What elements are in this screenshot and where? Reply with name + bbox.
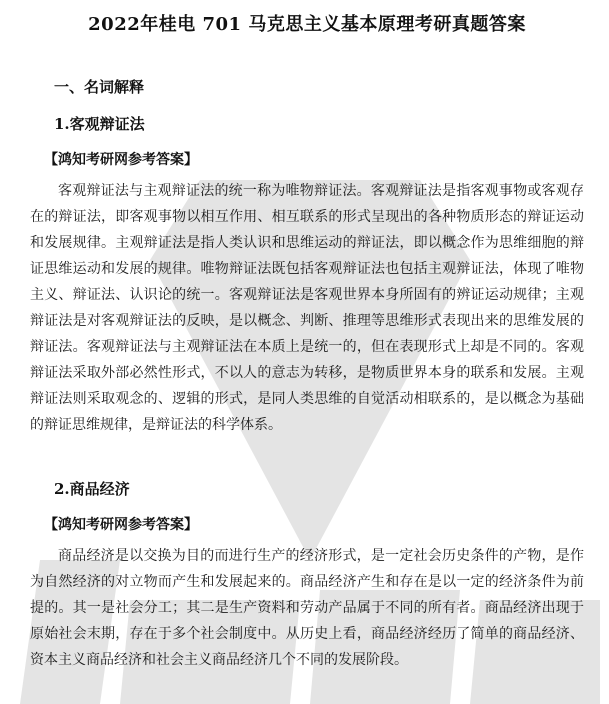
term-heading-1: 1.客观辩证法 [54,115,145,133]
answer-tag-2: 【鸿知考研网参考答案】 [44,517,198,533]
section-spacer [30,438,584,478]
answer-paragraph-1: 客观辩证法与主观辩证法的统一称为唯物辩证法。客观辩证法是指客观事物或客观存在的辩证法，即客观事物以相互作用、相互联系的形式呈现出的各种物质形态的辩证运动和发展规律。主观辩证法是指人类认识和思维运动的辩证法，即以概念作为思维细胞的辩证思维运动和发展的规律。唯物辩证法既包括客观辩证法也包括主观辩证法，体现了唯物主义、辩证法、认识论的统一。客观辩证法是客观世界本身所固有的辨证运动规律；主观辩证法是对客观辩证法的反映，是以概念、判断、推理等思维形式表现出来的思维发展的辩证法。客观辩证法与主观辩证法在本质上是统一的，但在表现形式上却是不同的。客观辩证法采取外部必然性形式，不以人的意志为转移，是物质世界本身的联系和发展。主观辩证法则采取观念的、逻辑的形式，是同人类思维的自觉活动相联系的，是以概念为基础的辩证思维规律，是辩证法的科学体系。 [30,183,584,433]
term-heading-2: 2.商品经济 [54,480,130,498]
document-title: 2022年桂电 701 马克思主义基本原理考研真题答案 [88,14,526,35]
section-heading: 一、名词解释 [54,78,145,96]
answer-paragraph-2: 商品经济是以交换为目的而进行生产的经济形式，是一定社会历史条件的产物，是作为自然经济的对立物而产生和发展起来的。商品经济产生和存在是以一定的经济条件为前提的。其一是社会分工；其二是生产资料和劳动产品属于不同的所有者。商品经济出现于原始社会末期，存在于多个社会制度中。从历史上看，商品经济经历了简单的商品经济、资本主义商品经济和社会主义商品经济几个不同的发展阶段。 [30,548,584,668]
answer-tag-1: 【鸿知考研网参考答案】 [44,152,198,168]
